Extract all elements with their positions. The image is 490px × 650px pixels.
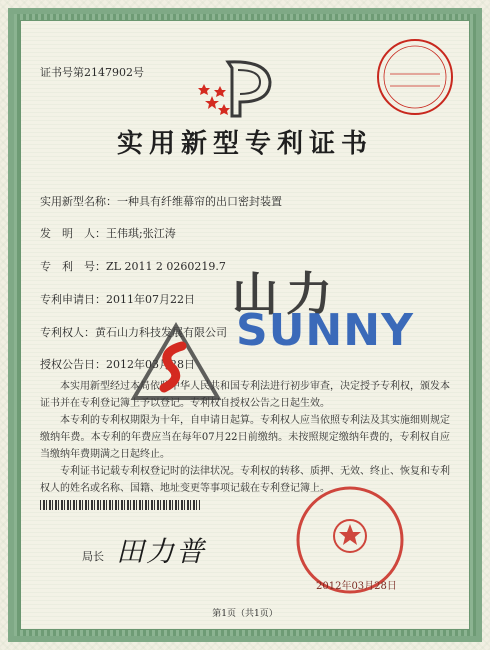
director-signature: 田力普 [116, 535, 207, 568]
field-value: 2011年07月22日 [106, 293, 195, 306]
field-value: 2012年03月28日 [106, 358, 195, 371]
paragraph: 专利证书记载专利权登记时的法律状况。专利权的转移、质押、无效、终止、恢复和专利权人的姓名或名称、国籍、地址变更等事项记载在专利登记簿上。 [40, 466, 450, 494]
field-label: 发 明 人： [40, 227, 106, 240]
seal-date: 2012年03月28日 [316, 581, 397, 592]
company-logo-icon [130, 322, 222, 402]
watermark-sunny: SUNNY [236, 305, 414, 356]
certificate-text [40, 378, 450, 497]
field-value: ZL 2011 2 0260219.7 [106, 260, 226, 273]
sipo-logo-icon [198, 58, 288, 120]
director-label: 局长 [82, 550, 104, 563]
field-label: 专 利 号： [40, 260, 106, 273]
field-application-date [40, 291, 195, 307]
paragraph: 本专利的专利权期限为十年，自申请日起算。专利权人应当依照专利法及其实施细则规定缴纳年费。本专利的年费应当在每年07月22日前缴纳。未按照规定缴纳年费的，专利权自应当缴纳年费期满之日起终止。 [40, 415, 450, 460]
page-number: 第1页（共1页） [212, 609, 278, 619]
field-inventor [40, 225, 176, 241]
paragraph: 本实用新型经过本局依照中华人民共和国专利法进行初步审查，决定授予专利权，颁发本证书并在专利登记簿上予以登记。专利权自授权公告之日起生效。 [40, 381, 450, 409]
field-value: 一种具有纤维幕帘的出口密封装置 [117, 195, 282, 208]
field-value: 王伟琪;张江涛 [106, 227, 176, 240]
field-patent-number [40, 258, 226, 274]
field-value: 黄石山力科技发展有限公司 [95, 326, 227, 339]
field-utility-model-name [40, 193, 282, 209]
field-label: 专利权人： [40, 326, 95, 339]
tax-stamp-icon [374, 36, 456, 118]
field-label: 实用新型名称： [40, 195, 117, 208]
barcode-icon [40, 500, 200, 510]
certificate-number: 证书号第2147902号 [40, 66, 144, 79]
watermark-cn: 山力 [232, 267, 340, 321]
field-label: 授权公告日： [40, 358, 106, 371]
field-label: 专利申请日： [40, 293, 106, 306]
certificate-title: 实用新型专利证书 [116, 129, 373, 159]
